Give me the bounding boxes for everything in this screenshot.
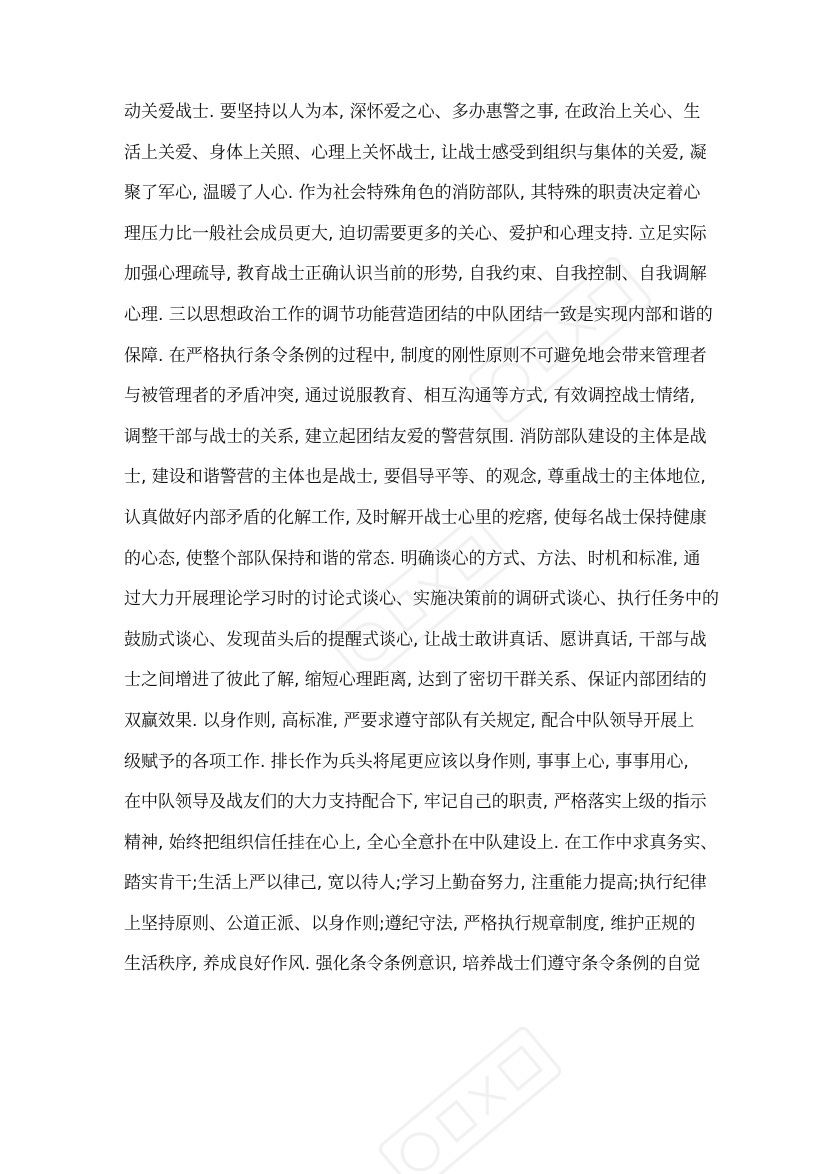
body-text bbox=[124, 92, 719, 985]
text-line: 调整干部与战士的关系, 建立起团结友爱的警营氛围. 消防部队建设的主体是战 bbox=[124, 426, 707, 447]
text-line: 生活秩序, 养成良好作风. 强化条令条例意识, 培养战士们遵守条令条例的自觉 bbox=[124, 954, 701, 975]
text-line: 上坚持原则、公道正派、以身作则;遵纪守法, 严格执行规章制度, 维护正规的 bbox=[124, 913, 696, 934]
text-line: 士之间增进了彼此了解, 缩短心理距离, 达到了密切干群关系、保证内部团结的 bbox=[124, 670, 707, 691]
text-line: 心理. 三以思想政治工作的调节功能营造团结的中队团结一致是实现内部和谐的 bbox=[124, 304, 713, 325]
text-line: 保障. 在严格执行条令条例的过程中, 制度的刚性原则不可避免地会带来管理者 bbox=[124, 345, 707, 366]
text-line: 双赢效果. 以身作则, 高标准, 严要求遵守部队有关规定, 配合中队领导开展上 bbox=[124, 710, 695, 731]
text-line: 动关爱战士. 要坚持以人为本, 深怀爱之心、多办惠警之事, 在政治上关心、生 bbox=[124, 102, 701, 122]
text-line: 鼓励式谈心、发现苗头后的提醒式谈心, 让战士敢讲真话、愿讲真话, 干部与战 bbox=[124, 629, 707, 650]
text-line: 士, 建设和谐警营的主体也是战士, 要倡导平等、的观念, 尊重战士的主体地位, bbox=[124, 467, 706, 488]
text-line: 级赋予的各项工作. 排长作为兵头将尾更应该以身作则, 事事上心, 事事用心, bbox=[124, 751, 689, 772]
text-line: 与被管理者的矛盾冲突, 通过说服教育、相互沟通等方式, 有效调控战士情绪, bbox=[124, 386, 696, 407]
text-line: 精神, 始终把组织信任挂在心上, 全心全意扑在中队建设上. 在工作中求真务实、 bbox=[124, 832, 718, 853]
text-line: 过大力开展理论学习时的讨论式谈心、实施决策前的调研式谈心、执行任务中的 bbox=[124, 589, 719, 610]
text-line: 聚了军心, 温暖了人心. 作为社会特殊角色的消防部队, 其特殊的职责决定着心 bbox=[124, 183, 701, 204]
text-line: 加强心理疏导, 教育战士正确认识当前的形势, 自我约束、自我控制、自我调解 bbox=[124, 264, 707, 285]
text-line: 的心态, 使整个部队保持和谐的常态. 明确谈心的方式、方法、时机和标准, 通 bbox=[124, 548, 701, 569]
text-line: 在中队领导及战友们的大力支持配合下, 牢记自己的职责, 严格落实上级的指示 bbox=[124, 792, 707, 813]
text-line: 认真做好内部矛盾的化解工作, 及时解开战士心里的疙瘩, 使每名战士保持健康 bbox=[124, 507, 707, 528]
text-line: 理压力比一般社会成员更大, 迫切需要更多的关心、爱护和心理支持. 立足实际 bbox=[124, 223, 707, 244]
text-line: 踏实肯干;生活上严以律己, 宽以待人;学习上勤奋努力, 注重能力提高;执行纪律 bbox=[124, 873, 707, 894]
text-line: 活上关爱、身体上关照、心理上关怀战士, 让战士感受到组织与集体的关爱, 凝 bbox=[124, 142, 707, 163]
